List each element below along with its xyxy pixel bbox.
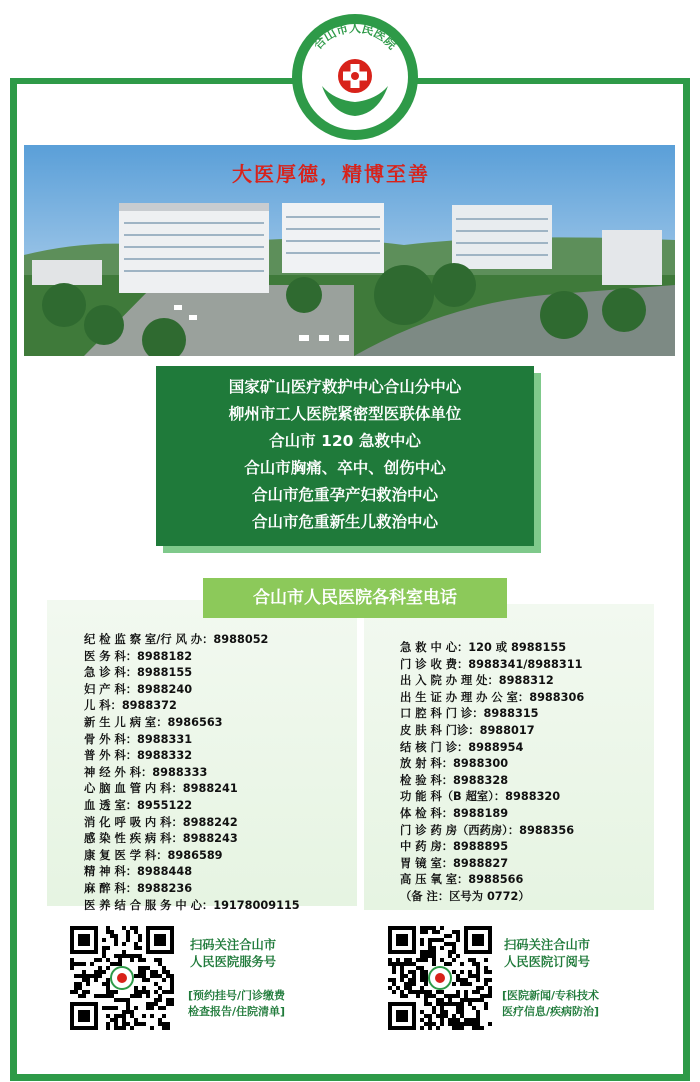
dept-phone-item: 纪 检 监 察 室/行 风 办：8988052	[84, 633, 269, 646]
dept-phone-item: 心 脑 血 管 内 科：8988241	[84, 782, 238, 796]
honor-item: 合山市胸痛、卒中、创伤中心	[244, 459, 446, 477]
qr-caption-line: 人民医院订阅号	[504, 955, 591, 969]
dept-phone-item: 精 神 科：8988448	[84, 865, 193, 879]
dept-phone-title: 合山市人民医院各科室电话	[203, 578, 507, 618]
dept-phone-item: 口 腔 科 门 诊：8988315	[400, 707, 539, 721]
dept-phone-item: 医 养 结 合 服 务 中 心：19178009115	[84, 898, 300, 912]
dept-phone-item: 消 化 呼 吸 内 科：8988242	[84, 815, 238, 829]
dept-phone-item: 妇 产 科：8988240	[84, 682, 193, 696]
dept-phone-item: 新 生 儿 病 室：8986563	[84, 715, 223, 729]
dept-phone-item: 体 检 科：8988189	[400, 806, 509, 820]
qr-services-line: [预约挂号/门诊缴费	[188, 989, 286, 1002]
qr-caption-subscription	[504, 937, 590, 971]
dept-phone-item: 麻 醉 科：8988236	[84, 881, 193, 895]
qr-services-line: [医院新闻/专科技术	[502, 989, 600, 1002]
qr-caption-service	[190, 937, 276, 971]
dept-list-right	[400, 640, 584, 906]
honor-item: 合山市 120 急救中心	[269, 432, 421, 450]
qr-services-subscription	[502, 988, 599, 1020]
dept-phone-item: 医 务 科：8988182	[84, 649, 193, 663]
qr-caption-line: 扫码关注合山市	[190, 938, 277, 952]
qr-services-service	[188, 988, 285, 1020]
qr-caption-line: 人民医院服务号	[190, 955, 277, 969]
honor-item: 国家矿山医疗救护中心合山分中心	[228, 378, 462, 396]
dept-phone-item: 门 诊 药 房（西药房）：8988356	[400, 823, 575, 837]
dept-phone-item: 急 诊 科：8988155	[84, 666, 193, 680]
qr-services-line: 医疗信息/疾病防治]	[502, 1005, 600, 1018]
dept-phone-item: 儿 科：8988372	[84, 699, 177, 713]
hospital-logo	[292, 14, 418, 140]
dept-phone-item: 出 生 证 办 理 办 公 室：8988306	[400, 690, 585, 704]
qr-code-service-account[interactable]	[70, 926, 174, 1030]
dept-phone-item: 康 复 医 学 科：8986589	[84, 848, 223, 862]
dept-phone-item: 门 诊 收 费：8988341/8988311	[400, 657, 583, 671]
dept-phone-item: 胃 镜 室：8988827	[400, 856, 509, 870]
dept-phone-item: 高 压 氧 室：8988566	[400, 873, 524, 887]
honor-item: 合山市危重新生儿救治中心	[251, 513, 438, 531]
dept-phone-item: 皮 肤 科 门诊：8988017	[400, 723, 535, 737]
honor-item: 合山市危重孕产妇救治中心	[251, 486, 438, 504]
honor-list	[156, 374, 534, 536]
dept-phone-item: 感 染 性 疾 病 科：8988243	[84, 832, 238, 846]
dept-phone-item: 中 药 房：8988895	[400, 840, 509, 854]
dept-phone-item: 放 射 科：8988300	[400, 757, 509, 771]
dept-list-left	[84, 632, 300, 914]
svg-text:合山市人民医院	[310, 20, 401, 52]
hospital-slogan: 大医厚德，精博至善	[232, 162, 430, 186]
honor-item: 柳州市工人医院紧密型医联体单位	[228, 405, 462, 423]
dept-phone-item: 检 验 科：8988328	[400, 773, 509, 787]
qr-services-line: 检查报告/住院清单]	[188, 1005, 286, 1018]
dept-phone-item: 普 外 科：8988332	[84, 749, 193, 763]
logo-arc-text: 合山市人民医院	[310, 20, 400, 53]
qr-caption-line: 扫码关注合山市	[504, 938, 591, 952]
dept-phone-item: 神 经 外 科：8988333	[84, 765, 208, 779]
dept-phone-item: 功 能 科（B 超室）：8988320	[400, 790, 561, 804]
dept-phone-item: 出 入 院 办 理 处：8988312	[400, 674, 554, 688]
dept-phone-item: 结 核 门 诊：8988954	[400, 740, 524, 754]
qr-code-subscription-account[interactable]	[388, 926, 492, 1030]
dept-phone-item: 骨 外 科：8988331	[84, 732, 193, 746]
dept-remark: （备 注：区号为 0772）	[400, 889, 530, 903]
dept-phone-item: 急 救 中 心：120 或 8988155	[400, 641, 567, 654]
dept-phone-item: 血 透 室：8955122	[84, 798, 193, 812]
